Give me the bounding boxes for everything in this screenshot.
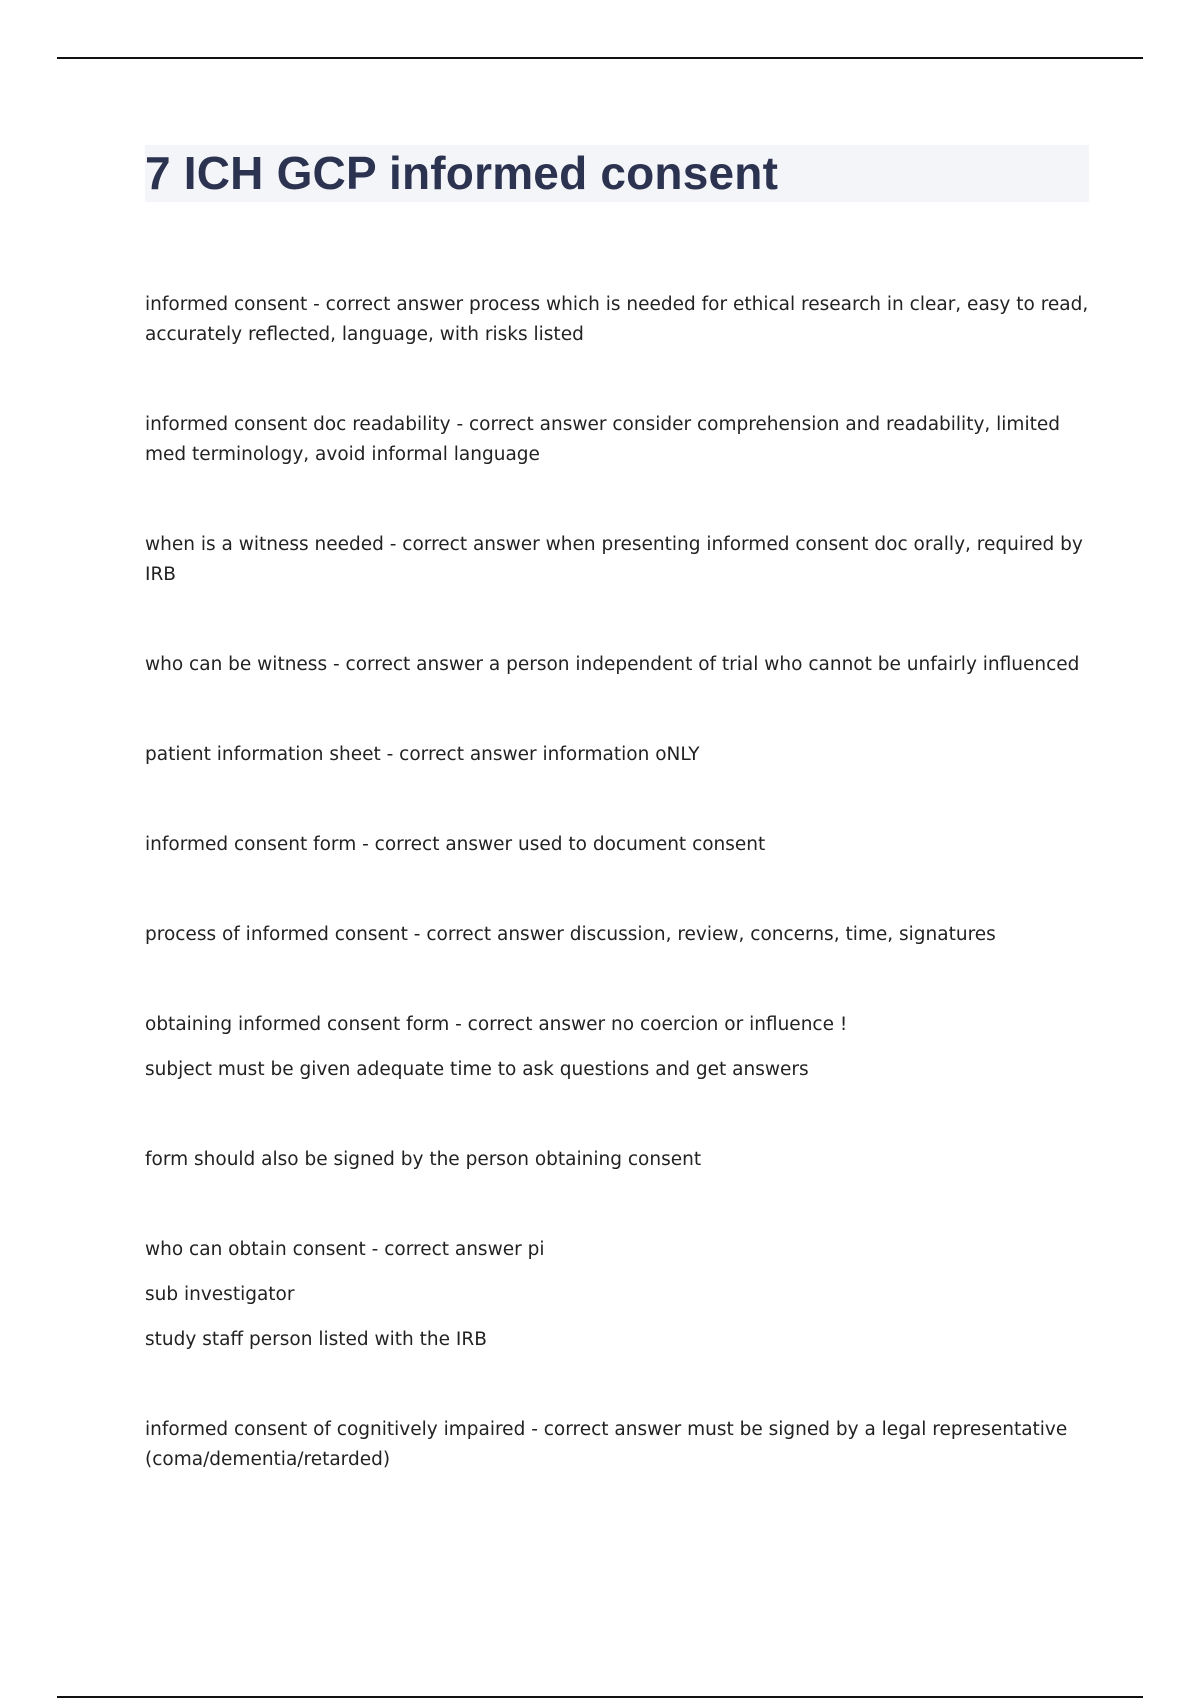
paragraph-study-staff: study staff person listed with the IRB <box>145 1329 487 1350</box>
paragraph-consent-form: informed consent form - correct answer used to document consent <box>145 834 766 855</box>
paragraph-cognitively-impaired: informed consent of cognitively impaired - correct answer must be signed by a legal representative (coma/dementia/retarded) <box>145 1419 1068 1470</box>
paragraph-adequate-time: subject must be given adequate time to ask questions and get answers <box>145 1059 809 1080</box>
bottom-rule <box>57 1696 1143 1698</box>
document-body <box>145 290 1090 1475</box>
paragraph-informed-consent: informed consent - correct answer process which is needed for ethical research in clear, easy to read, accurately reflected, language, with risks listed <box>145 294 1089 345</box>
paragraph-sub-investigator: sub investigator <box>145 1284 295 1305</box>
paragraph-witness-needed: when is a witness needed - correct answer when presenting informed consent doc orally, required by IRB <box>145 534 1083 585</box>
paragraph-info-sheet: patient information sheet - correct answer information oNLY <box>145 744 700 765</box>
page-title: 7 ICH GCP informed consent <box>145 147 779 199</box>
paragraph-obtaining-form: obtaining informed consent form - correct answer no coercion or influence ! <box>145 1014 848 1035</box>
top-rule <box>57 57 1143 59</box>
paragraph-doc-readability: informed consent doc readability - correct answer consider comprehension and readability, limited med terminology, avoid informal language <box>145 414 1060 465</box>
paragraph-signed-by-obtainer: form should also be signed by the person obtaining consent <box>145 1149 702 1170</box>
paragraph-who-witness: who can be witness - correct answer a person independent of trial who cannot be unfairly influenced <box>145 654 1080 675</box>
paragraph-process: process of informed consent - correct answer discussion, review, concerns, time, signatures <box>145 924 996 945</box>
paragraph-who-obtain: who can obtain consent - correct answer pi <box>145 1239 545 1260</box>
